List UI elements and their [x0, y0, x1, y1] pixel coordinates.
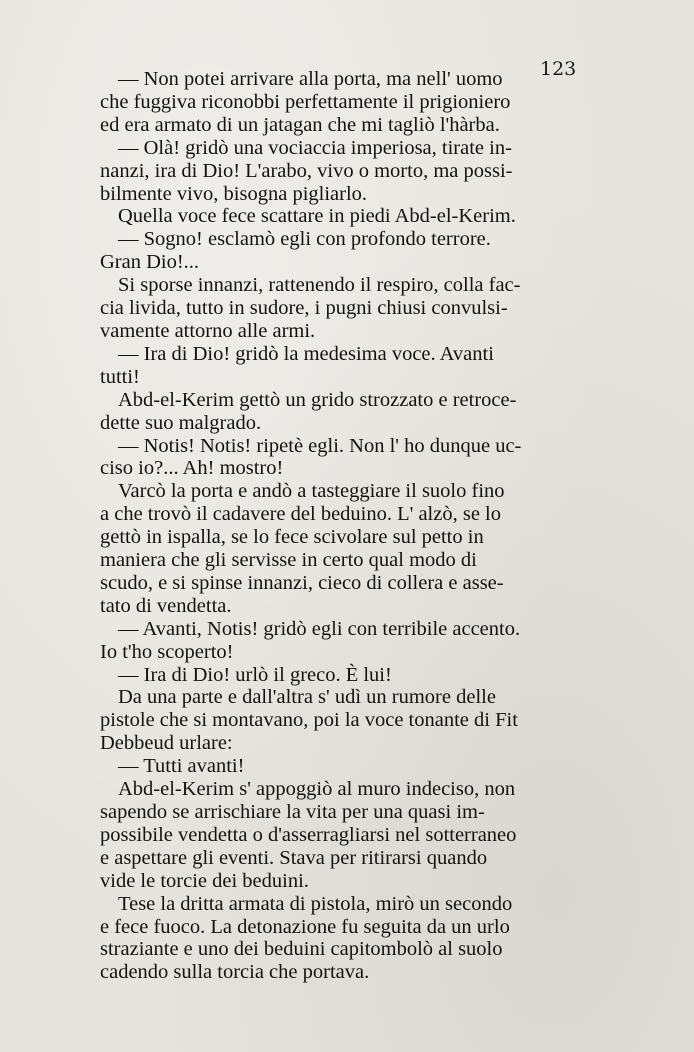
text-line: — Notis! Notis! ripetè egli. Non l' ho dunque uc-	[118, 434, 522, 457]
text-line: — Non potei arrivare alla porta, ma nell' uomo	[118, 68, 503, 90]
text-line: Varcò la porta e andò a tasteggiare il suolo fino	[118, 480, 505, 503]
page-number: 123	[540, 58, 577, 80]
text-line: — Ira di Dio! gridò la medesima voce. Avanti	[118, 342, 494, 365]
text-line: Io t'ho scoperto!	[100, 640, 234, 663]
text-line: vide le torcie dei beduini.	[100, 869, 309, 892]
text-line: — Avanti, Notis! gridò egli con terribile accento.	[118, 617, 521, 640]
text-line: — Sogno! esclamò egli con profondo terrore.	[118, 228, 491, 251]
text-line: ciso io?... Ah! mostro!	[100, 457, 284, 480]
text-line: e aspettare gli eventi. Stava per ritirarsi quando	[100, 846, 488, 869]
text-line: possibile vendetta o d'asserragliarsi nel sotterraneo	[100, 823, 517, 846]
text-line: cia livida, tutto in sudore, i pugni chiusi convulsi-	[100, 297, 508, 320]
text-line: tutti!	[100, 365, 140, 388]
text-line: Da una parte e dall'altra s' udì un rumore delle	[118, 686, 496, 709]
text-line: Debbeud urlare:	[100, 732, 233, 755]
text-line: e fece fuoco. La detonazione fu seguita da un urlo	[100, 915, 510, 938]
text-line: — Olà! gridò una vociaccia imperiosa, tirate in-	[118, 136, 512, 159]
text-line: che fuggiva riconobbi perfettamente il prigioniero	[100, 90, 511, 113]
text-line: tato di vendetta.	[100, 594, 232, 617]
text-line: Abd-el-Kerim s' appoggiò al muro indeciso, non	[118, 778, 516, 801]
text-line: — Ira di Dio! urlò il greco. È lui!	[118, 663, 392, 686]
text-line: nanzi, ira di Dio! L'arabo, vivo o morto, ma possi-	[100, 159, 513, 182]
text-line: bilmente vivo, bisogna pigliarlo.	[100, 182, 368, 205]
text-line: gettò in ispalla, se lo fece scivolare sul petto in	[100, 526, 484, 549]
text-line: vamente attorno alle armi.	[100, 319, 316, 342]
text-line: pistole che si montavano, poi la voce tonante di Fit	[100, 709, 518, 732]
text-line: scudo, e si spinse innanzi, cieco di collera e asse-	[100, 571, 504, 594]
text-line: Quella voce fece scattare in piedi Abd-el-Kerim.	[118, 205, 516, 228]
body-text	[100, 68, 586, 984]
text-line: Abd-el-Kerim gettò un grido strozzato e retroce-	[118, 388, 517, 411]
text-line: cadendo sulla torcia che portava.	[100, 961, 370, 984]
text-line: Si sporse innanzi, rattenendo il respiro, colla fac-	[118, 274, 521, 297]
text-line: ed era armato di un jatagan che mi tagliò l'hàrba.	[100, 113, 500, 136]
text-line: a che trovò il cadavere del beduino. L' alzò, se lo	[100, 503, 502, 526]
text-line: dette suo malgrado.	[100, 411, 262, 434]
text-line: straziante e uno dei beduini capitombolò al suolo	[100, 938, 503, 961]
text-line: Gran Dio!...	[100, 251, 200, 274]
text-line: sapendo se arrischiare la vita per una quasi im-	[100, 801, 485, 823]
text-line: maniera che gli servisse in certo qual modo di	[100, 549, 477, 572]
text-line: — Tutti avanti!	[118, 755, 245, 778]
text-line: Tese la dritta armata di pistola, mirò un secondo	[118, 892, 513, 915]
